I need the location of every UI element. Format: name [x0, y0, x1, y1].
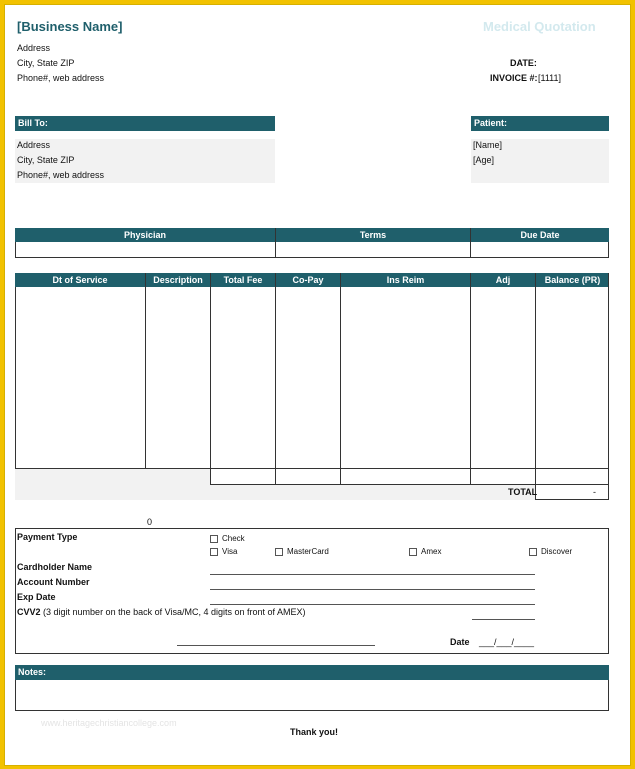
service-table-body[interactable] — [15, 287, 609, 469]
payment-type-label: Payment Type — [17, 532, 78, 542]
total-label: TOTAL — [508, 487, 538, 497]
check-checkbox[interactable] — [210, 535, 218, 543]
thank-you: Thank you! — [290, 727, 339, 737]
patient-header — [471, 116, 609, 131]
col-adj: Adj — [471, 273, 535, 287]
document-title: Medical Quotation — [483, 19, 596, 34]
business-city: City, State ZIP — [17, 58, 75, 68]
mastercard-label: MasterCard — [287, 547, 329, 556]
discover-checkbox[interactable] — [529, 548, 537, 556]
col-total-fee: Total Fee — [211, 273, 275, 287]
cvv2-row — [17, 607, 306, 617]
col-description: Description — [146, 273, 210, 287]
visa-option[interactable] — [210, 547, 237, 556]
bill-to-address[interactable]: Address — [17, 140, 51, 150]
payment-date-label: Date — [450, 637, 470, 647]
bill-to-phone[interactable]: Phone#, web address — [17, 170, 105, 180]
cardholder-label: Cardholder Name — [17, 562, 93, 572]
col-ins-reim: Ins Reim — [341, 273, 470, 287]
visa-label: Visa — [222, 547, 238, 556]
business-name: [Business Name] — [17, 19, 123, 34]
patient-heading: Patient: — [474, 118, 508, 128]
service-subtotal-shade — [15, 469, 210, 485]
signature-line[interactable] — [177, 645, 375, 646]
discover-option[interactable] — [529, 547, 572, 556]
bill-to-heading: Bill To: — [18, 118, 48, 128]
amex-checkbox[interactable] — [409, 548, 417, 556]
discover-label: Discover — [541, 547, 573, 556]
exp-date-field[interactable] — [210, 604, 535, 605]
amex-label: Amex — [421, 547, 442, 556]
invoice-label: INVOICE #: — [490, 73, 538, 83]
patient-name[interactable]: [Name] — [473, 140, 503, 150]
col-terms: Terms — [276, 228, 470, 242]
account-label: Account Number — [17, 577, 90, 587]
patient-age[interactable]: [Age] — [473, 155, 495, 165]
mastercard-option[interactable] — [275, 547, 329, 556]
bill-to-city[interactable]: City, State ZIP — [17, 155, 75, 165]
check-option[interactable] — [210, 534, 245, 543]
notes-heading: Notes: — [18, 667, 47, 677]
visa-checkbox[interactable] — [210, 548, 218, 556]
col-physician: Physician — [15, 228, 275, 242]
business-address: Address — [17, 43, 51, 53]
invoice-number[interactable]: [1111] — [538, 73, 562, 83]
col-due-date: Due Date — [471, 228, 609, 242]
physician-row[interactable] — [15, 242, 609, 258]
col-balance: Balance (PR) — [536, 273, 609, 287]
exp-date-label: Exp Date — [17, 592, 56, 602]
cvv2-field[interactable] — [472, 619, 535, 620]
stray-value: 0 — [147, 517, 153, 527]
col-co-pay: Co-Pay — [276, 273, 340, 287]
cvv2-label: CVV2 — [17, 607, 41, 617]
date-label: DATE: — [510, 58, 537, 68]
notes-field[interactable] — [15, 680, 609, 711]
business-phone: Phone#, web address — [17, 73, 105, 83]
cardholder-field[interactable] — [210, 574, 535, 575]
bill-to-header — [15, 116, 275, 131]
notes-header — [15, 665, 609, 680]
mastercard-checkbox[interactable] — [275, 548, 283, 556]
amex-option[interactable] — [409, 547, 441, 556]
watermark: www.heritagechristiancollege.com — [41, 718, 177, 728]
cvv2-note: (3 digit number on the back of Visa/MC, 4 digits on front of AMEX) — [43, 607, 306, 617]
payment-date-field[interactable]: ___/___/____ — [479, 637, 535, 647]
quotation-sheet — [4, 4, 631, 766]
total-row-shade — [15, 485, 538, 500]
total-value: - — [593, 487, 596, 497]
check-label: Check — [222, 534, 245, 543]
account-field[interactable] — [210, 589, 535, 590]
col-dt-of-service: Dt of Service — [15, 273, 145, 287]
